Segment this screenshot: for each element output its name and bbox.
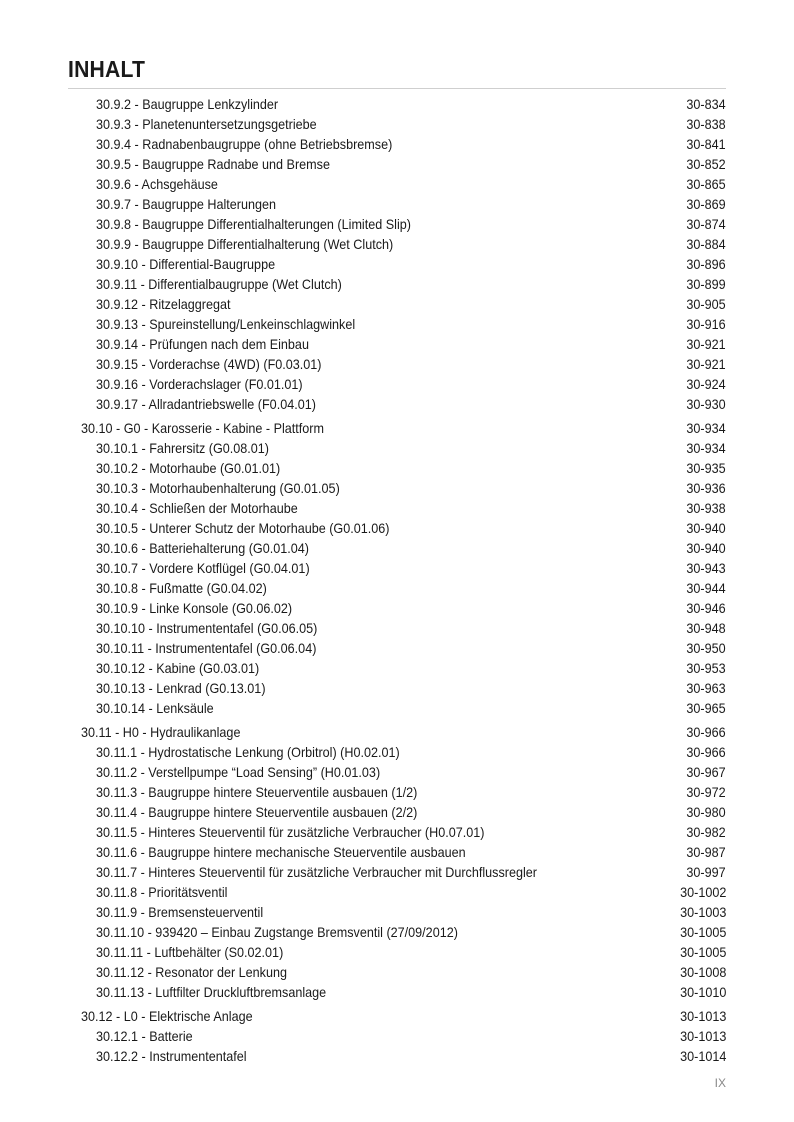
toc-entry-title: 30.9.10 - Differential-Baugruppe <box>96 256 276 272</box>
toc-entry-page: 30-899 <box>686 276 726 292</box>
toc-entry-page: 30-935 <box>686 460 726 476</box>
toc-entry-page: 30-1005 <box>679 924 726 940</box>
toc-entry-page: 30-940 <box>686 520 726 536</box>
toc-entry[interactable] <box>96 618 726 638</box>
toc-entry-page: 30-934 <box>686 420 726 436</box>
toc-entry-title: 30.11.5 - Hinteres Steuerventil für zusätzliche Verbraucher (H0.07.01) <box>96 824 485 840</box>
toc-entry-page: 30-869 <box>686 196 726 212</box>
toc-entry[interactable] <box>96 598 726 618</box>
toc-entry-page: 30-967 <box>686 764 726 780</box>
toc-entry-title: 30.10.2 - Motorhaube (G0.01.01) <box>96 460 281 476</box>
toc-entry-page: 30-938 <box>686 500 726 516</box>
toc-entry[interactable] <box>96 638 726 658</box>
toc-entry-title: 30.11.6 - Baugruppe hintere mechanische Steuerventile ausbauen <box>96 844 466 860</box>
toc-entry[interactable] <box>96 478 726 498</box>
toc-entry[interactable] <box>96 762 726 782</box>
toc-entry-title: 30.9.17 - Allradantriebswelle (F0.04.01) <box>96 396 316 412</box>
toc-entry-page: 30-1008 <box>679 964 726 980</box>
toc-entry[interactable] <box>96 678 726 698</box>
toc-entry-page: 30-838 <box>686 116 726 132</box>
toc-section-heading[interactable] <box>81 418 726 438</box>
toc-entry-title: 30.11.12 - Resonator der Lenkung <box>96 964 288 980</box>
toc-entry-page: 30-980 <box>686 804 726 820</box>
toc-entry[interactable] <box>96 822 726 842</box>
toc-entry-page: 30-943 <box>686 560 726 576</box>
toc-entry-title: 30.10.8 - Fußmatte (G0.04.02) <box>96 580 267 596</box>
toc-entry[interactable] <box>96 114 726 134</box>
toc-entry-title: 30.9.3 - Planetenuntersetzungsgetriebe <box>96 116 317 132</box>
toc-entry[interactable] <box>96 882 726 902</box>
toc-entry-page: 30-950 <box>686 640 726 656</box>
toc-entry-title: 30.11.8 - Prioritätsventil <box>96 884 228 900</box>
toc-entry[interactable] <box>96 314 726 334</box>
toc-entry-page: 30-966 <box>686 724 726 740</box>
toc-entry-title: 30.11.13 - Luftfilter Druckluftbremsanlage <box>96 984 327 1000</box>
toc-entry-title: 30.10.11 - Instrumententafel (G0.06.04) <box>96 640 317 656</box>
toc-entry-page: 30-841 <box>686 136 726 152</box>
toc-entry-page: 30-921 <box>686 336 726 352</box>
toc-entry[interactable] <box>96 294 726 314</box>
toc-entry[interactable] <box>96 134 726 154</box>
toc-entry[interactable] <box>96 354 726 374</box>
toc-entry-page: 30-946 <box>686 600 726 616</box>
toc-entry-title: 30.11.7 - Hinteres Steuerventil für zusätzliche Verbraucher mit Durchflussregler <box>96 864 537 880</box>
toc-entry-title: 30.10.3 - Motorhaubenhalterung (G0.01.05) <box>96 480 340 496</box>
toc-entry[interactable] <box>96 782 726 802</box>
toc-entry-page: 30-934 <box>686 440 726 456</box>
toc-entry-title: 30.11.11 - Luftbehälter (S0.02.01) <box>96 944 284 960</box>
toc-entry[interactable] <box>96 842 726 862</box>
toc-entry-title: 30.11.9 - Bremsensteuerventil <box>96 904 264 920</box>
toc-entry-title: 30.9.9 - Baugruppe Differentialhalterung (Wet Clutch) <box>96 236 394 252</box>
toc-entry-title: 30.9.5 - Baugruppe Radnabe und Bremse <box>96 156 330 172</box>
toc-section-heading[interactable] <box>81 722 726 742</box>
toc-entry-page: 30-1005 <box>679 944 726 960</box>
toc-entry-title: 30.9.16 - Vorderachslager (F0.01.01) <box>96 376 303 392</box>
toc-entry-page: 30-834 <box>686 96 726 112</box>
toc-entry-title: 30.12.1 - Batterie <box>96 1028 193 1044</box>
page-number: IX <box>714 1076 726 1090</box>
toc-entry-page: 30-944 <box>686 580 726 596</box>
toc-entry[interactable] <box>96 698 726 718</box>
toc-entry[interactable] <box>96 862 726 882</box>
toc-entry[interactable] <box>96 174 726 194</box>
toc-entry-title: 30.10.14 - Lenksäule <box>96 700 214 716</box>
toc-entry-page: 30-997 <box>686 864 726 880</box>
toc-entry-page: 30-1002 <box>679 884 726 900</box>
toc-entry-title: 30.9.7 - Baugruppe Halterungen <box>96 196 277 212</box>
toc-entry-title: 30.9.4 - Radnabenbaugruppe (ohne Betriebsbremse) <box>96 136 393 152</box>
toc-entry[interactable] <box>96 234 726 254</box>
toc-entry[interactable] <box>96 194 726 214</box>
toc-entry-page: 30-884 <box>686 236 726 252</box>
toc-entry-title: 30.10.6 - Batteriehalterung (G0.01.04) <box>96 540 309 556</box>
toc-entry[interactable] <box>96 214 726 234</box>
toc-entry-title: 30.11.2 - Verstellpumpe “Load Sensing” (H0.01.03) <box>96 764 381 780</box>
toc-entry[interactable] <box>96 274 726 294</box>
toc-entry-page: 30-966 <box>686 744 726 760</box>
toc-entry[interactable] <box>96 94 726 114</box>
toc-entry-page: 30-972 <box>686 784 726 800</box>
toc-entry-page: 30-1010 <box>679 984 726 1000</box>
toc-entry-page: 30-924 <box>686 376 726 392</box>
toc-entry-page: 30-953 <box>686 660 726 676</box>
toc-entry[interactable] <box>96 742 726 762</box>
toc-entry[interactable] <box>96 394 726 414</box>
toc-entry-title: 30.10.10 - Instrumententafel (G0.06.05) <box>96 620 318 636</box>
toc-entry[interactable] <box>96 374 726 394</box>
toc-entry[interactable] <box>96 1026 726 1046</box>
toc-entry-page: 30-948 <box>686 620 726 636</box>
toc-entry-title: 30.9.6 - Achsgehäuse <box>96 176 218 192</box>
toc-entry-page: 30-896 <box>686 256 726 272</box>
toc-entry[interactable] <box>96 902 726 922</box>
toc-entry-page: 30-930 <box>686 396 726 412</box>
toc-entry-title: 30.11.1 - Hydrostatische Lenkung (Orbitrol) (H0.02.01) <box>96 744 400 760</box>
toc-entry-title: 30.10 - G0 - Karosserie - Kabine - Plattform <box>81 420 324 436</box>
toc-entry-page: 30-1003 <box>679 904 726 920</box>
toc-entry-page: 30-963 <box>686 680 726 696</box>
toc-entry-page: 30-940 <box>686 540 726 556</box>
toc-entry-title: 30.12 - L0 - Elektrische Anlage <box>81 1008 253 1024</box>
toc-entry[interactable] <box>96 538 726 558</box>
toc-entry[interactable] <box>96 254 726 274</box>
toc-entry-title: 30.10.4 - Schließen der Motorhaube <box>96 500 298 516</box>
toc-entry-title: 30.10.13 - Lenkrad (G0.13.01) <box>96 680 266 696</box>
toc-entry-page: 30-874 <box>686 216 726 232</box>
toc-entry-title: 30.11.10 - 939420 – Einbau Zugstange Bremsventil (27/09/2012) <box>96 924 458 940</box>
toc-entry[interactable] <box>96 154 726 174</box>
toc-entry-page: 30-905 <box>686 296 726 312</box>
toc-entry-page: 30-865 <box>686 176 726 192</box>
toc-entry[interactable] <box>96 1046 726 1066</box>
toc-entry-page: 30-916 <box>686 316 726 332</box>
toc-entry[interactable] <box>96 498 726 518</box>
toc-entry-title: 30.9.13 - Spureinstellung/Lenkeinschlagwinkel <box>96 316 356 332</box>
toc-entry-title: 30.10.9 - Linke Konsole (G0.06.02) <box>96 600 293 616</box>
toc-entry-title: 30.9.12 - Ritzelaggregat <box>96 296 231 312</box>
toc-entry-page: 30-1013 <box>679 1028 726 1044</box>
toc-entry-title: 30.9.2 - Baugruppe Lenkzylinder <box>96 96 279 112</box>
toc-entry-page: 30-987 <box>686 844 726 860</box>
toc-entry[interactable] <box>96 558 726 578</box>
toc-entry-title: 30.10.1 - Fahrersitz (G0.08.01) <box>96 440 269 456</box>
toc-entry-title: 30.9.15 - Vorderachse (4WD) (F0.03.01) <box>96 356 322 372</box>
toc-entry-page: 30-982 <box>686 824 726 840</box>
toc-entry-title: 30.11.3 - Baugruppe hintere Steuerventile ausbauen (1/2) <box>96 784 418 800</box>
toc-entry-page: 30-1014 <box>679 1048 726 1064</box>
page-title: INHALT <box>68 56 146 82</box>
toc-entry-page: 30-852 <box>686 156 726 172</box>
toc-entry[interactable] <box>96 982 726 1002</box>
toc-entry[interactable] <box>96 962 726 982</box>
toc-entry-title: 30.9.8 - Baugruppe Differentialhalterungen (Limited Slip) <box>96 216 411 232</box>
toc-entry-page: 30-1013 <box>679 1008 726 1024</box>
toc-entry-title: 30.11.4 - Baugruppe hintere Steuerventile ausbauen (2/2) <box>96 804 418 820</box>
toc-entry[interactable] <box>96 518 726 538</box>
toc-entry-title: 30.9.14 - Prüfungen nach dem Einbau <box>96 336 309 352</box>
toc-entry-title: 30.10.5 - Unterer Schutz der Motorhaube (G0.01.06) <box>96 520 390 536</box>
toc-entry-page: 30-936 <box>686 480 726 496</box>
toc-entry[interactable] <box>96 578 726 598</box>
toc-entry-title: 30.10.12 - Kabine (G0.03.01) <box>96 660 260 676</box>
toc-entry[interactable] <box>96 658 726 678</box>
toc-entry[interactable] <box>96 942 726 962</box>
toc-section-heading[interactable] <box>81 1006 726 1026</box>
toc-entry-title: 30.10.7 - Vordere Kotflügel (G0.04.01) <box>96 560 310 576</box>
toc-entry-title: 30.12.2 - Instrumententafel <box>96 1048 247 1064</box>
toc-entry-title: 30.9.11 - Differentialbaugruppe (Wet Clutch) <box>96 276 342 292</box>
toc-entry-title: 30.11 - H0 - Hydraulikanlage <box>81 724 241 740</box>
toc-entry-page: 30-921 <box>686 356 726 372</box>
toc-entry[interactable] <box>96 438 726 458</box>
toc-entry[interactable] <box>96 458 726 478</box>
toc-entry[interactable] <box>96 334 726 354</box>
toc-entry-page: 30-965 <box>686 700 726 716</box>
toc-entry[interactable] <box>96 802 726 822</box>
toc-entry[interactable] <box>96 922 726 942</box>
